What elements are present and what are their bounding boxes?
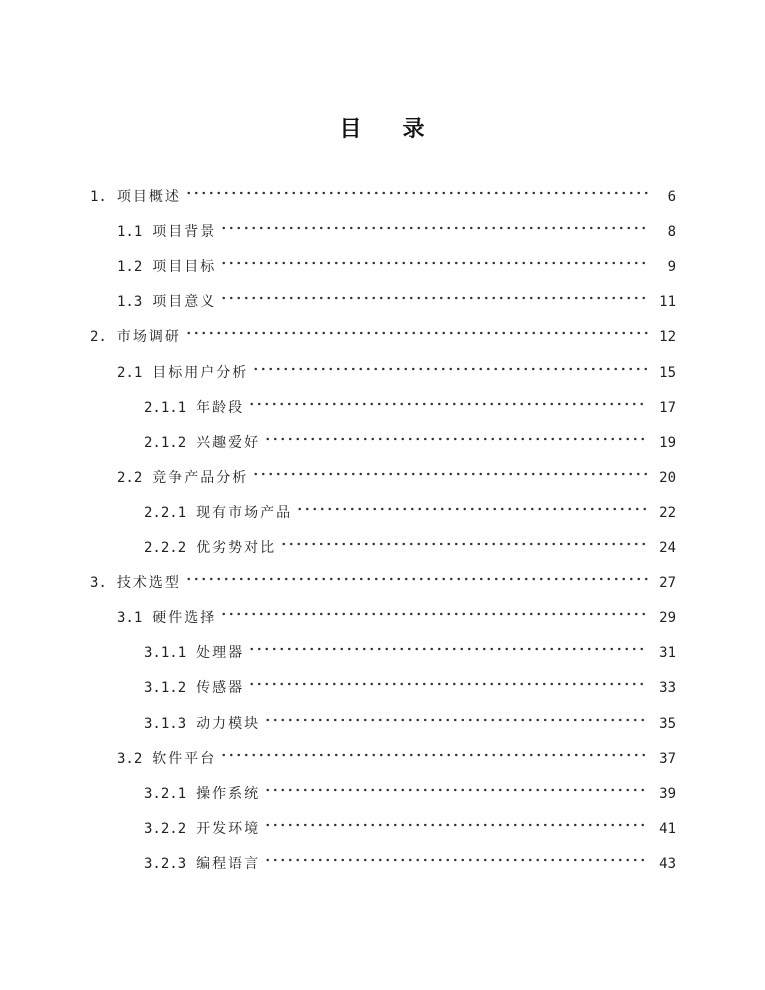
toc-entry-title: 项目概述 <box>116 189 181 205</box>
toc-entry-title: 年龄段 <box>196 399 245 416</box>
toc-entry-title: 编程语言 <box>196 855 261 872</box>
toc-entry[interactable] <box>144 853 676 875</box>
toc-entry[interactable] <box>144 642 676 664</box>
toc-entry-title: 项目背景 <box>152 224 217 241</box>
toc-dot-leader <box>264 715 648 725</box>
toc-dot-leader <box>264 855 648 865</box>
toc-entry[interactable] <box>144 537 676 559</box>
toc-dot-leader <box>220 223 648 233</box>
toc-entry-title: 竞争产品分析 <box>152 469 249 486</box>
toc-entry-number: 3.1.3 <box>144 715 187 732</box>
toc-entry[interactable] <box>144 502 676 524</box>
toc-dot-leader <box>280 539 648 549</box>
toc-entry[interactable] <box>117 362 676 384</box>
toc-entry-title: 兴趣爱好 <box>196 434 261 451</box>
toc-entry-number: 2.1.2 <box>144 434 187 451</box>
toc-page-number: 31 <box>659 645 676 662</box>
toc-dot-leader <box>220 293 648 303</box>
toc-page-number: 20 <box>659 469 676 486</box>
toc-dot-leader <box>248 679 648 689</box>
toc-entry[interactable] <box>144 397 676 419</box>
toc-entry-number: 2.2 <box>117 469 143 486</box>
toc-entry-title: 目标用户分析 <box>152 364 249 381</box>
toc-entry-title: 优劣势对比 <box>196 540 277 556</box>
toc-entry-title: 项目意义 <box>152 294 217 311</box>
toc-entry-number: 3.1 <box>117 610 143 627</box>
toc-dot-leader <box>185 574 648 584</box>
toc-entry-title: 市场调研 <box>116 329 181 346</box>
toc-page-number: 27 <box>659 575 676 592</box>
toc-entry-number: 3.2.1 <box>144 785 187 802</box>
toc-entry-number: 2.2.2 <box>144 540 187 556</box>
title-char-1: 目 <box>339 117 363 142</box>
toc-dot-leader <box>220 750 648 760</box>
toc-dot-leader <box>264 785 648 795</box>
toc-entry[interactable] <box>117 256 676 278</box>
toc-page-number: 19 <box>659 434 676 451</box>
toc-entry[interactable] <box>90 326 676 348</box>
toc-entry-title: 硬件选择 <box>152 610 217 627</box>
toc-entry-number: 3.2 <box>117 750 143 767</box>
toc-entry-number: 2.1.1 <box>144 399 187 416</box>
toc-page-number: 6 <box>667 189 676 205</box>
toc-entry-number: 2.1 <box>117 364 143 381</box>
toc-dot-leader <box>252 364 648 374</box>
toc-entry[interactable] <box>144 677 676 699</box>
toc-page-number: 33 <box>659 680 676 697</box>
toc-dot-leader <box>248 644 648 654</box>
toc-page-number: 37 <box>659 750 676 767</box>
toc-dot-leader <box>185 188 648 198</box>
toc-entry-title: 动力模块 <box>196 715 261 732</box>
toc-entry[interactable] <box>144 713 676 735</box>
toc-entry[interactable] <box>144 783 676 805</box>
toc-entry-number: 3.2.2 <box>144 820 187 837</box>
toc-page-number: 41 <box>659 820 676 837</box>
toc-entry-number: 3.1.2 <box>144 680 187 697</box>
toc-entry-number: 3.1.1 <box>144 645 187 662</box>
toc-page-number: 8 <box>667 224 676 241</box>
toc-entry[interactable] <box>90 572 676 594</box>
toc-page-number: 12 <box>659 329 676 346</box>
toc-page-number: 43 <box>659 855 676 872</box>
toc-entry-title: 项目目标 <box>152 259 217 276</box>
toc-entry-number: 1.2 <box>117 259 143 276</box>
toc-dot-leader <box>296 504 648 514</box>
toc-entry[interactable] <box>117 221 676 243</box>
toc-dot-leader <box>248 399 648 409</box>
toc-entry-number: 3. <box>90 575 107 592</box>
toc-entry[interactable] <box>144 432 676 454</box>
toc-entry-number: 1. <box>90 189 107 205</box>
toc-page-number: 9 <box>667 259 676 276</box>
toc-entry-title: 传感器 <box>196 680 245 697</box>
toc-entry-number: 3.2.3 <box>144 855 187 872</box>
toc-entry-title: 操作系统 <box>196 785 261 802</box>
toc-entry-number: 2. <box>90 329 107 346</box>
toc-page-number: 29 <box>659 610 676 627</box>
toc-entry[interactable] <box>117 607 676 629</box>
toc-page-number: 15 <box>659 364 676 381</box>
toc-entry[interactable] <box>117 748 676 770</box>
toc-entry-title: 处理器 <box>196 645 245 662</box>
toc-dot-leader <box>185 328 648 338</box>
toc-page-number: 39 <box>659 785 676 802</box>
toc-dot-leader <box>264 434 648 444</box>
toc-page-number: 35 <box>659 715 676 732</box>
toc-entry[interactable] <box>90 186 676 208</box>
toc-dot-leader <box>252 469 648 479</box>
toc-entry-title: 软件平台 <box>152 750 217 767</box>
toc-entry[interactable] <box>117 291 676 313</box>
toc-page-number: 22 <box>659 504 676 521</box>
toc-dot-leader <box>264 820 648 830</box>
toc-entry-number: 2.2.1 <box>144 504 187 521</box>
toc-entry-number: 1.3 <box>117 294 143 311</box>
toc-entry[interactable] <box>144 818 676 840</box>
toc-dot-leader <box>220 258 648 268</box>
title-char-2: 录 <box>402 117 426 142</box>
toc-page-number: 24 <box>659 540 676 556</box>
toc-entry-number: 1.1 <box>117 224 143 241</box>
toc-page-number: 11 <box>659 294 676 311</box>
toc-dot-leader <box>220 609 648 619</box>
toc-entry-title: 开发环境 <box>196 820 261 837</box>
page-title <box>0 112 765 143</box>
toc-entry-title: 技术选型 <box>116 575 181 592</box>
toc-page-number: 17 <box>659 399 676 416</box>
toc-entry[interactable] <box>117 467 676 489</box>
toc-entry-title: 现有市场产品 <box>196 504 293 521</box>
